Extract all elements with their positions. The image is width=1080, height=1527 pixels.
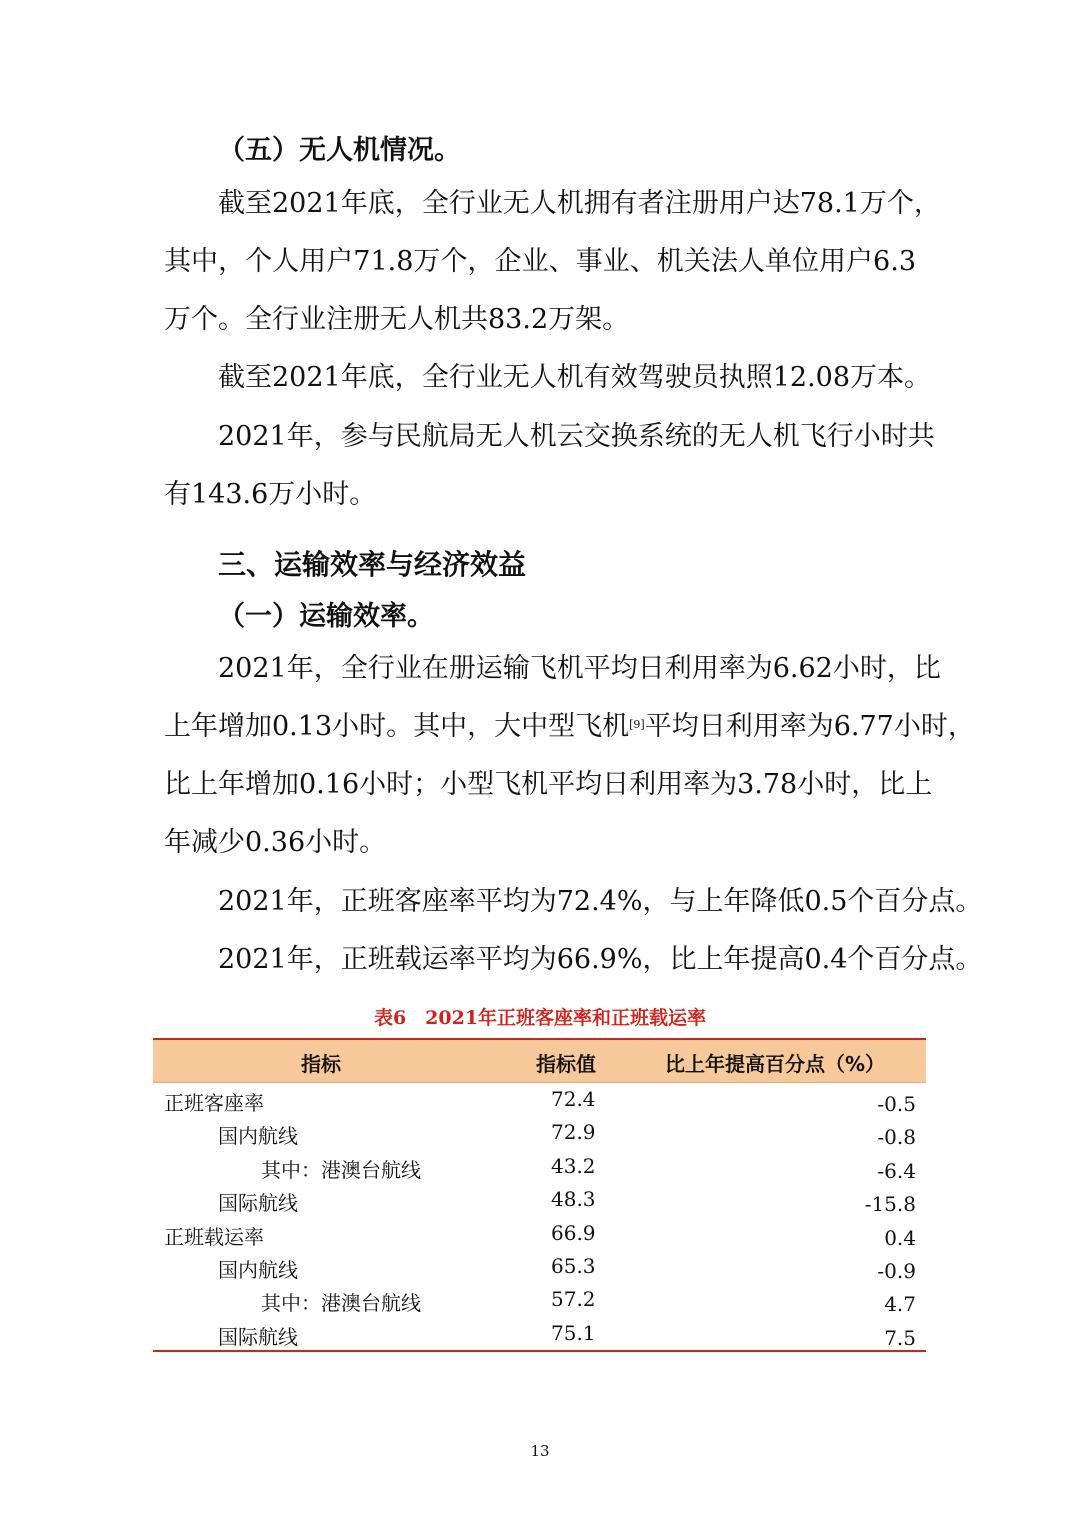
paragraph-text: 平均日利用率为6.77小时，: [644, 711, 975, 742]
row-name: 国际航线: [218, 1191, 298, 1216]
row-name: 其中：港澳台航线: [261, 1291, 421, 1316]
table-row: [153, 1083, 926, 1116]
paragraph-line: [164, 709, 975, 745]
header-value: 指标值: [536, 1052, 596, 1076]
row-value: 65.3: [551, 1253, 596, 1278]
paragraph-line: 其中，个人用户71.8万个，企业、事业、机关法人单位用户6.3: [164, 246, 916, 277]
chapter-heading: 三、运输效率与经济效益: [218, 548, 527, 581]
row-name: 国内航线: [218, 1257, 298, 1282]
row-value: 75.1: [551, 1320, 596, 1345]
header-change: 比上年提高百分点（%）: [665, 1052, 886, 1076]
paragraph-line: 万个。全行业注册无人机共83.2万架。: [164, 304, 630, 335]
paragraph-line: 2021年，正班载运率平均为66.9%，比上年提高0.4个百分点。: [218, 944, 983, 975]
row-name: 正班客座率: [164, 1091, 264, 1115]
table-row: [153, 1317, 926, 1350]
row-change: -0.5: [877, 1092, 916, 1116]
row-value: 43.2: [551, 1153, 596, 1178]
data-table: [153, 1038, 926, 1350]
row-change: -0.8: [877, 1125, 916, 1150]
table-row: [153, 1116, 926, 1149]
row-value: 72.9: [551, 1120, 596, 1145]
table-bottom-rule: [153, 1350, 926, 1352]
row-value: 57.2: [551, 1287, 596, 1312]
paragraph-line: 年减少0.36小时。: [164, 827, 387, 858]
table-row: [153, 1283, 926, 1316]
row-change: 7.5: [884, 1325, 916, 1350]
row-name: 其中：港澳台航线: [261, 1157, 421, 1182]
paragraph-line: 2021年，参与民航局无人机云交换系统的无人机飞行小时共: [218, 421, 935, 452]
footnote-marker: [9]: [629, 718, 645, 731]
section-heading-efficiency: （一）运输效率。: [218, 601, 434, 632]
paragraph-line: 截至2021年底，全行业无人机有效驾驶员执照12.08万本。: [218, 362, 932, 393]
row-value: 66.9: [551, 1220, 596, 1245]
paragraph-line: 比上年增加0.16小时；小型飞机平均日利用率为3.78小时，比上: [164, 769, 933, 800]
row-value: 48.3: [551, 1187, 596, 1212]
paragraph-line: 截至2021年底，全行业无人机拥有者注册用户达78.1万个，: [218, 188, 941, 219]
row-change: -15.8: [864, 1192, 916, 1217]
row-change: -0.9: [877, 1258, 916, 1283]
paragraph-line: 2021年，正班客座率平均为72.4%，与上年降低0.5个百分点。: [218, 886, 983, 917]
table-row: [153, 1250, 926, 1283]
row-name: 国内航线: [218, 1124, 298, 1149]
section-heading-drones: （五）无人机情况。: [218, 135, 461, 166]
row-value: 72.4: [551, 1087, 596, 1111]
table-header: [153, 1038, 926, 1083]
row-name: 国际航线: [218, 1324, 298, 1349]
header-indicator: 指标: [301, 1052, 341, 1076]
paragraph-line: 2021年，全行业在册运输飞机平均日利用率为6.62小时，比: [218, 653, 941, 684]
paragraph-line: 有143.6万小时。: [164, 479, 377, 510]
paragraph-text: 上年增加0.13小时。其中，大中型飞机: [164, 711, 630, 742]
row-change: -6.4: [877, 1158, 916, 1183]
row-change: 4.7: [884, 1292, 916, 1317]
table-row: [153, 1150, 926, 1183]
table-row: [153, 1217, 926, 1250]
page-number: 13: [530, 1442, 550, 1460]
table-title: 表6 2021年正班客座率和正班载运率: [373, 1007, 707, 1029]
row-change: 0.4: [884, 1225, 916, 1250]
row-name: 正班载运率: [164, 1224, 264, 1249]
table-row: [153, 1183, 926, 1216]
